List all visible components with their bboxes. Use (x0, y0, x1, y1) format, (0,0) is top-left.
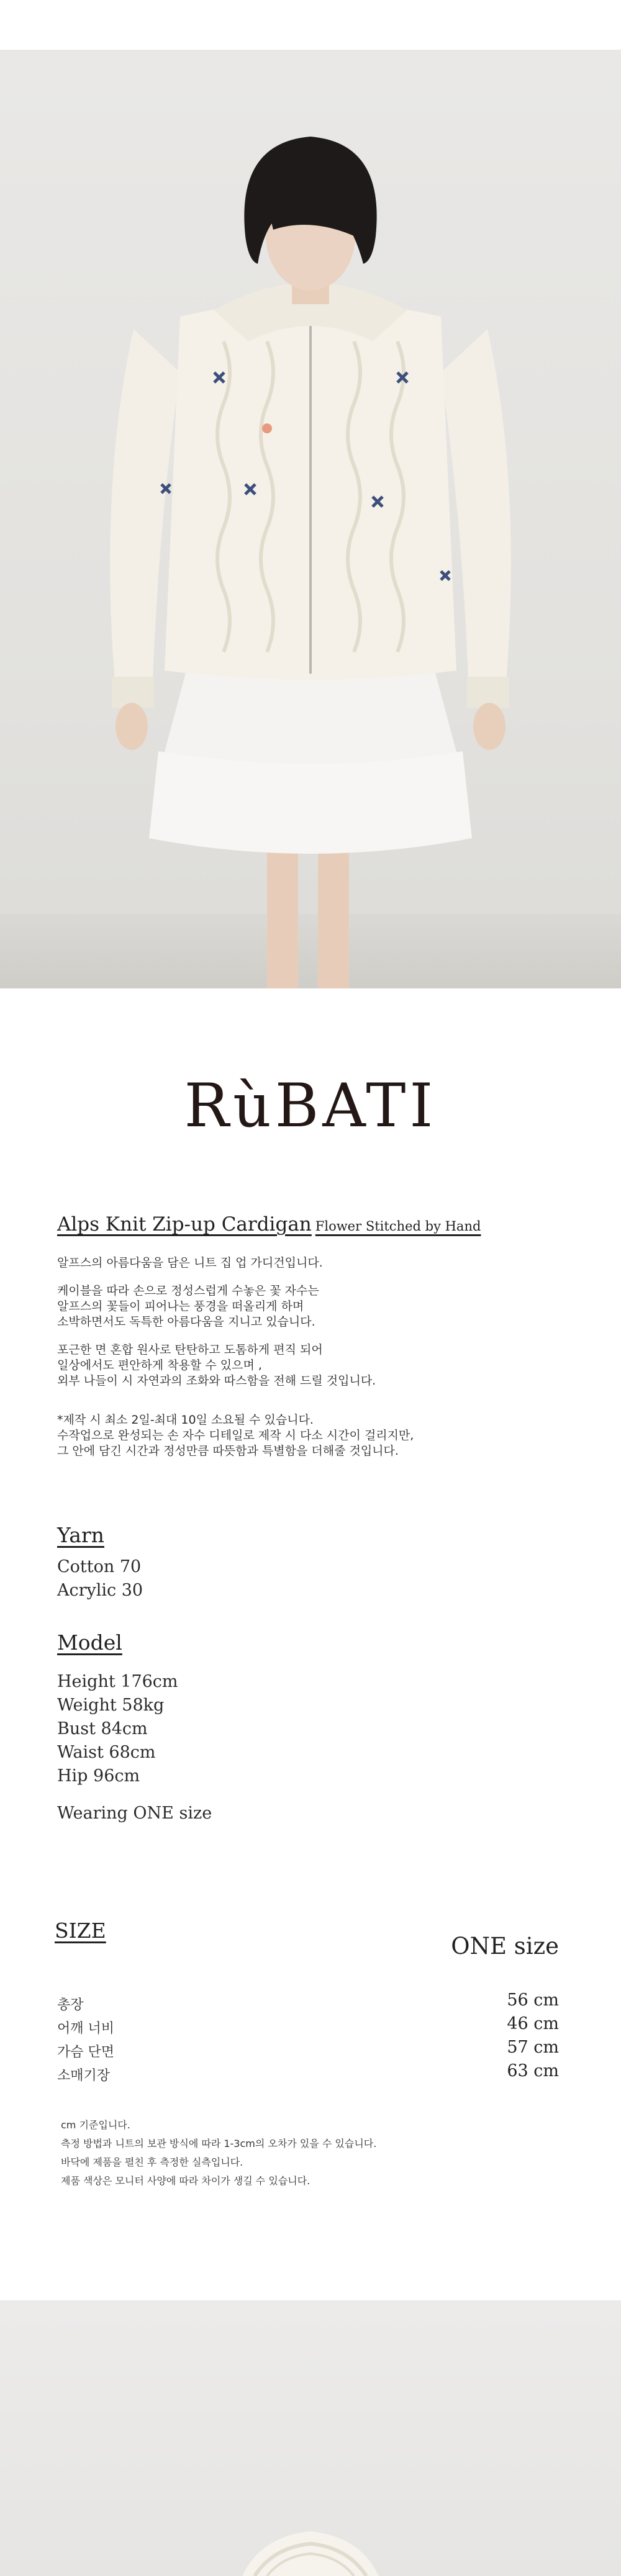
size-note: 제품 색상은 모니터 사양에 따라 차이가 생길 수 있습니다. (61, 2175, 310, 2187)
model-list (57, 1670, 565, 1825)
size-notes (61, 2116, 569, 2190)
description-intro: 알프스의 아름다움을 담은 니트 집 업 가디건입니다. (57, 1256, 323, 1270)
garment-collar-image (0, 2300, 621, 2576)
yarn-list (57, 1555, 565, 1602)
table-row (57, 1991, 565, 2014)
table-row (57, 2061, 565, 2085)
table-row (57, 2038, 565, 2061)
yarn-item: Acrylic 30 (57, 1581, 143, 1600)
yarn-heading: Yarn (57, 1523, 104, 1547)
description-line: 포근한 면 혼합 원사로 탄탄하고 도톰하게 편직 되어 (57, 1343, 323, 1357)
model-item: Height 176cm (57, 1672, 178, 1691)
size-value: 57 cm (507, 2038, 559, 2057)
production-note: *제작 시 최소 2일-최대 10일 소요될 수 있습니다. (57, 1413, 314, 1427)
product-title (57, 1213, 565, 1236)
production-note: 그 안에 담긴 시간과 정성만큼 따뜻함과 특별함을 더해줄 것입니다. (57, 1444, 399, 1458)
product-name: Alps Knit Zip-up Cardigan (57, 1213, 312, 1236)
description-line: 케이블을 따라 손으로 정성스럽게 수놓은 꽃 자수는 (57, 1284, 319, 1298)
yarn-item: Cotton 70 (57, 1557, 142, 1576)
size-value: 63 cm (507, 2061, 559, 2081)
model-heading: Model (57, 1630, 122, 1655)
description-line: 외부 나들이 시 자연과의 조화와 따스함을 전해 드릴 것입니다. (57, 1374, 376, 1388)
description-line: 소박하면서도 독특한 아름다움을 지니고 있습니다. (57, 1315, 315, 1329)
model-item: Bust 84cm (57, 1719, 148, 1738)
product-subtitle: Flower Stitched by Hand (315, 1219, 481, 1234)
size-table (57, 1991, 565, 2090)
table-row (57, 2014, 565, 2038)
size-label: 총장 (57, 1997, 84, 2013)
size-value: 46 cm (507, 2014, 559, 2033)
size-label: 소매기장 (57, 2068, 111, 2084)
model-item: Waist 68cm (57, 1743, 156, 1762)
size-label: 가슴 단면 (57, 2045, 115, 2060)
size-note: 바닥에 제품을 펼친 후 측정한 실측입니다. (61, 2156, 243, 2168)
size-column-header: ONE size (451, 1933, 559, 1959)
description-line: 일상에서도 편안하게 착용할 수 있으며 , (57, 1358, 262, 1372)
size-note: 측정 방법과 니트의 보관 방식에 따라 1-3cm의 오차가 있을 수 있습니다. (61, 2138, 377, 2149)
size-value: 56 cm (507, 1991, 559, 2010)
size-label: 어깨 너비 (57, 2021, 115, 2036)
size-heading: SIZE (55, 1918, 106, 1943)
size-note: cm 기준입니다. (61, 2119, 130, 2131)
model-photo (0, 50, 621, 988)
size-column-wrap (57, 1933, 565, 1959)
production-note: 수작업으로 완성되는 손 자수 디테일로 제작 시 다소 시간이 걸리지만, (57, 1429, 414, 1442)
model-item: Hip 96cm (57, 1766, 140, 1786)
description-line: 알프스의 꽃들이 피어나는 풍경을 떠올리게 하며 (57, 1299, 304, 1313)
product-detail-photo (0, 2300, 621, 2576)
model-wearing: Wearing ONE size (57, 1804, 212, 1823)
model-item: Weight 58kg (57, 1696, 165, 1715)
description (57, 1255, 565, 1459)
brand-logo: RùBATI (184, 1071, 437, 1141)
